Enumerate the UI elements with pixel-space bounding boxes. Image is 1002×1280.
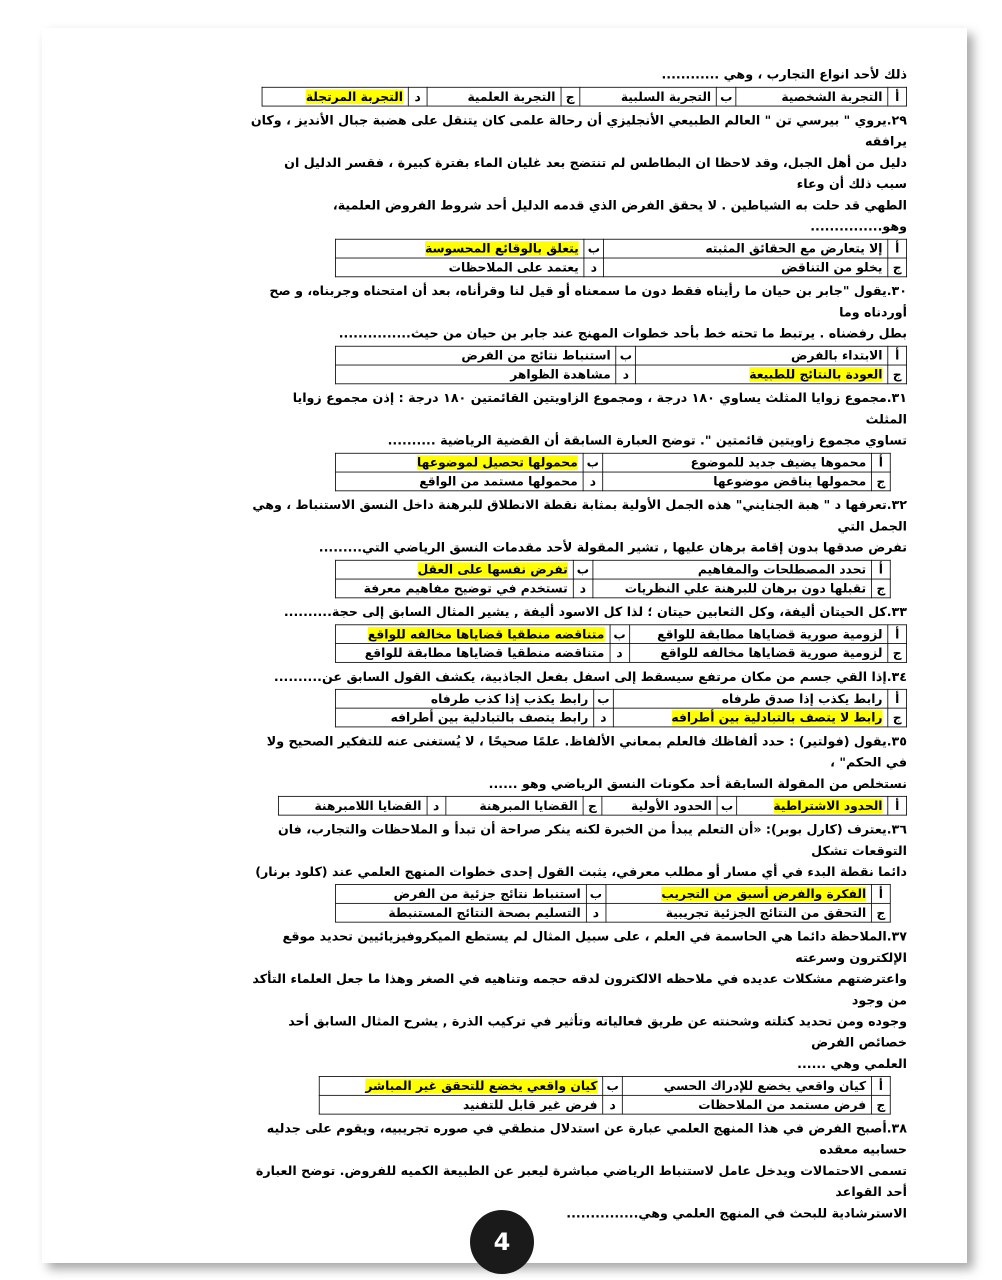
option-text: فرض غير قابل للتفنيد xyxy=(319,1095,603,1114)
option-text: محمولها مستمد من الواقع xyxy=(336,472,583,491)
option-letter: ب xyxy=(586,885,606,904)
option-text: القضايا المبرهنة xyxy=(446,796,583,815)
option-text: تفرض نفسها على العقل xyxy=(336,560,573,579)
option-letter: د xyxy=(586,903,606,922)
option-text: تحدد المصطلحات والمفاهيم xyxy=(593,560,872,579)
option-text: يخلو من التناقض xyxy=(604,258,888,277)
option-letter: أ xyxy=(871,1077,890,1096)
option-letter: أ xyxy=(888,689,907,708)
option-text: محمولها تحصيل لموضوعها xyxy=(336,453,583,472)
option-letter: ج xyxy=(888,708,907,727)
question-30-options xyxy=(335,346,907,384)
option-letter: ب xyxy=(716,87,736,106)
option-letter: ج xyxy=(871,1095,890,1114)
option-letter: ج xyxy=(888,258,907,277)
option-letter: ب xyxy=(616,346,636,365)
option-letter: أ xyxy=(871,885,890,904)
option-text: فرض مستمد من الملاحظات xyxy=(623,1095,872,1114)
option-text: رابط يتصف بالتبادلية بين أطرافه xyxy=(336,708,594,727)
option-text: إلا يتعارض مع الحقائق المثبته xyxy=(604,239,888,258)
option-text: القضايا اللامبرهنة xyxy=(278,796,426,815)
option-letter: ب xyxy=(594,689,614,708)
question-34-line: ٣٤.إذا القي جسم من مكان مرتفع سيسقط إلى اسفل بفعل الجاذبية، يكشف القول السابق عن.......... xyxy=(273,669,907,685)
question-32-options xyxy=(335,560,890,598)
exam-content xyxy=(249,64,907,1224)
option-letter: أ xyxy=(888,796,907,815)
option-letter: أ xyxy=(888,239,907,258)
option-letter: أ xyxy=(888,346,907,365)
option-text: التجربة العلمية xyxy=(427,87,561,106)
option-letter: ج xyxy=(871,903,890,922)
option-letter: ب xyxy=(583,453,603,472)
option-text: كيان واقعي يخضع للإدراك الحسي xyxy=(623,1077,872,1096)
question-28-options xyxy=(262,87,907,107)
option-letter: د xyxy=(408,87,427,106)
option-text: محموها يضيف جديد للموضوع xyxy=(603,453,872,472)
option-text: يتعلق بالوقائع المحسوسة xyxy=(336,239,585,258)
option-letter: د xyxy=(603,1095,623,1114)
option-text: مشاهدة الظواهر xyxy=(336,365,616,384)
option-letter: د xyxy=(594,708,614,727)
question-38-line: ٣٨.أصبح الفرض في هذا المنهج العلمي عبارة عن استدلال منطقي في صوره تجريبيه، ويقوم على جدليه حسابيه معقده xyxy=(266,1121,907,1158)
option-letter: ب xyxy=(573,560,593,579)
option-text: الحدود الأولية xyxy=(602,796,717,815)
question-29-options xyxy=(335,239,907,277)
option-letter: ج xyxy=(871,472,890,491)
option-text: التحقق من النتائج الجزئية تجريبية xyxy=(606,903,872,922)
question-37-line: وجوده ومن تحديد كتلته وشحنته عن طريق فعالياته وتأثير في تركيب الذرة , يشرح المثال السابق أحد خصائص الفرض xyxy=(288,1014,908,1050)
question-31-line: تساوي مجموع زاويتين قائمتين ". توضح العبارة السابقة أن القضية الرياضية .......... xyxy=(387,433,907,448)
option-text: متناقضه منطقيا قضاياها مخالفه للواقع xyxy=(336,625,610,644)
question-29-line: ٢٩.يروي " بيرسي تن " العالم الطبيعي الأنجليزي أن رحالة علمى كان يتنقل على هضبة جبال الأنديز ، وكان يرافقه xyxy=(250,113,907,149)
question-36-line: ٣٦.يعترف (كارل بوبر): «أن التعلم يبدأ من الخبرة لكنه ينكر صراحة أن تبدأ و الملاحظات والتجارب، فان التوقعات تشكل xyxy=(277,822,907,859)
page-number-badge: 4 xyxy=(470,1210,534,1274)
document-page xyxy=(42,28,967,1263)
question-33-options xyxy=(335,624,907,662)
question-38-line: الاسترشادية للبحث في المنهج العلمي وهي............... xyxy=(566,1206,907,1221)
option-text: استنباط نتائج جزئية من الفرض xyxy=(336,885,586,904)
option-text: التجربة السلبية xyxy=(580,87,717,106)
option-letter: ب xyxy=(603,1077,623,1096)
question-32-line: تفرض صدقها بدون إقامة برهان عليها , تشير المقولة لأحد مقدمات النسق الرياضي التي......... xyxy=(318,540,907,555)
question-38-line: تسمى الاحتمالات ويدخل عامل لاستنباط الرياضي مباشرة ليعبر عن الطبيعة الكميه للفروض. توضح العبارة أحد القواعد xyxy=(255,1163,907,1200)
question-30-line: بطل رفضناه . يرتبط ما تحته خط بأحد خطوات المهنج عند جابر بن حيان من حيث............... xyxy=(338,326,907,341)
option-letter: أ xyxy=(871,560,890,579)
option-text: كيان واقعي يخضع للتحقق غير المباشر xyxy=(319,1077,603,1096)
question-37-options xyxy=(319,1076,891,1114)
option-letter: ب xyxy=(610,625,630,644)
question-37-line: ٣٧.الملاحظة دائما هي الحاسمة في العلم ، على سبيل المثال لم يستطع الميكروفيزيائيين تحديد موقع الإلكترون وسرعته xyxy=(282,929,907,966)
option-text: تقبلها دون برهان للبرهنة علي النظريات xyxy=(593,579,872,598)
option-text answer-highlight: التجربة المرتجلة xyxy=(262,87,408,106)
option-text: استنباط نتائج من الفرض xyxy=(336,346,616,365)
option-text: رابط لا يتصف بالتبادلية بين أطرافه xyxy=(613,708,888,727)
question-28-text: ذلك لأحد انواع التجارب ، وهي ............ xyxy=(661,67,907,82)
question-34-options xyxy=(335,689,907,727)
question-35-line: ٣٥.يقول (فولتير) : حدد ألفاظك فالعلم بمعاني الألفاظ. علمًا صحيحًا ، لا يُستغنى عنه للتفكير الصحيح ولا في الحكم" ، xyxy=(266,733,907,770)
question-29-line: دليل من أهل الجبل، وقد لاحظا ان البطاطس لم تنتضج بعد غليان الماء بفترة كبيرة ، فقسر الدليل ان سبب ذلك أن وعاء xyxy=(284,155,908,192)
option-letter: ج xyxy=(888,365,907,384)
option-text: تستخدم في توضيح مفاهيم معرفة xyxy=(336,579,573,598)
question-33-line: ٣٣.كل الحيتان أليفة، وكل الثعابين حيتان ؛ لذا كل الاسود أليفة , يشير المثال السابق إلى حجة.......... xyxy=(283,604,907,620)
option-text: لزومية صورية قضاياها مخالفه للواقع xyxy=(629,644,887,663)
option-text: متناقضه منطقيا قضاياها مطابقة للواقع xyxy=(336,644,610,663)
option-text: لزومية صورية قضاياها مطابقة للواقع xyxy=(629,625,887,644)
question-35-line: نستخلص من المقولة السابقة أحد مكونات النسق الرياضي وهو ...... xyxy=(488,776,907,792)
option-letter: ج xyxy=(871,579,890,598)
option-letter: د xyxy=(616,365,636,384)
question-29-line: الطهي قد حلت به الشياطين . لا يحقق الفرض الذي قدمه الدليل أحد شروط الفروض العلمية، وهو............... xyxy=(332,197,908,234)
option-text: العودة بالنتائج للطبيعة xyxy=(636,365,888,384)
option-letter: ج xyxy=(888,644,907,663)
question-31-options xyxy=(335,453,890,491)
option-text: الحدود الاشتراطية xyxy=(737,796,888,815)
option-text: التسليم بصحة النتائج المستنبطة xyxy=(336,903,586,922)
option-letter: ج xyxy=(561,87,580,106)
option-letter: د xyxy=(583,472,603,491)
option-letter: أ xyxy=(871,453,890,472)
question-32-line: ٣٢.تعرفها د " هبة الجنايني" هذه الجمل الأولية بمثابة نقطة الانطلاق للبرهنة داخل النسق الاستنباط ، وهي الجمل التي xyxy=(252,497,907,534)
question-30-line: ٣٠.يقول "جابر بن حيان ما رأيناه فقط دون ما سمعناه أو قيل لنا وقرأناه، بعد أن امتحناه وجربناه، و صح أوردناه وما xyxy=(269,283,907,320)
option-text: محمولها يناقض موضوعها xyxy=(603,472,872,491)
question-37-line: واعترضتهم مشكلات عديده في ملاحظه الالكترون لدقه حجمه وتناهيه في الصغر وهذا ما جعل العلماء التأكد من وجود xyxy=(252,971,907,1008)
option-text: يعتمد على الملاحظات xyxy=(336,258,585,277)
question-36-options xyxy=(335,884,890,922)
option-letter: أ xyxy=(888,625,907,644)
option-letter: ب xyxy=(717,796,737,815)
option-letter: د xyxy=(427,796,446,815)
question-36-line: دائما نقطة البدء في أي مسار أو مطلب معرفي، يثبت القول إحدى خطوات المنهج العلمي عند (كلود برنار) xyxy=(255,864,907,880)
option-text: رابط يكذب إذا صدق طرفاه xyxy=(613,689,888,708)
option-letter: ب xyxy=(584,239,604,258)
option-text: رابط يكذب إذا كذب طرفاه xyxy=(336,689,594,708)
question-35-options xyxy=(278,796,907,816)
option-text: الفكرة والفرض أسبق من التجريب xyxy=(606,885,872,904)
option-letter: د xyxy=(610,644,630,663)
option-letter: د xyxy=(584,258,604,277)
question-37-line: العلمي وهي ...... xyxy=(797,1056,907,1072)
option-letter: ج xyxy=(583,796,602,815)
option-letter: د xyxy=(573,579,593,598)
option-text: التجربة الشخصية xyxy=(736,87,888,106)
option-letter: أ xyxy=(888,87,907,106)
question-31-line: ٣١.مجموع زوايا المثلث يساوي ١٨٠ درجة ، ومجموع الزاويتين القائمتين ١٨٠ درجة : إذن مجموع زوايا المثلث xyxy=(292,390,907,427)
option-text: الابتداء بالفرض xyxy=(636,346,888,365)
